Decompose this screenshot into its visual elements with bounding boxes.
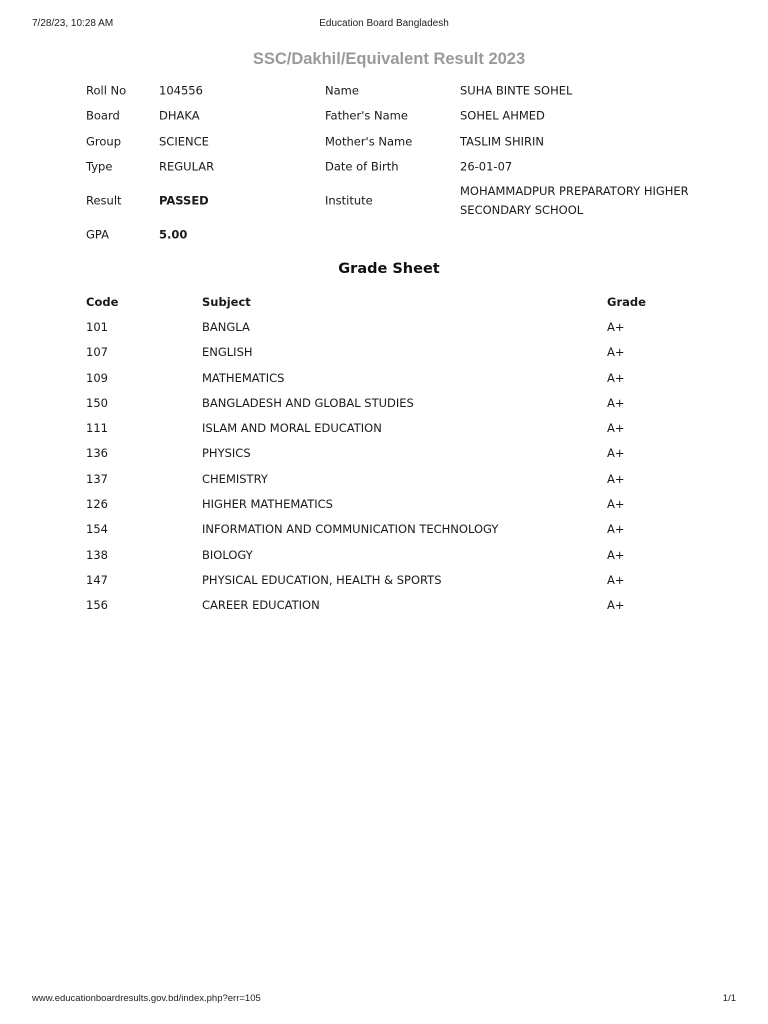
result-label: Result: [86, 193, 122, 208]
subject-name: PHYSICAL EDUCATION, HEALTH & SPORTS: [202, 572, 442, 587]
subject-code: 126: [86, 497, 108, 512]
subject-code: 156: [86, 598, 108, 613]
print-site-title: Education Board Bangladesh: [319, 18, 449, 29]
subject-name: ISLAM AND MORAL EDUCATION: [202, 421, 382, 436]
group-value: SCIENCE: [159, 134, 209, 149]
table-row: [86, 542, 706, 567]
subject-code: 154: [86, 522, 108, 537]
table-row: [86, 340, 706, 365]
student-info-table: [86, 78, 706, 248]
table-row: [86, 517, 706, 542]
roll-label: Roll No: [86, 83, 127, 98]
info-row-type: [86, 155, 706, 181]
subject-grade: A+: [607, 598, 625, 613]
subject-name: CAREER EDUCATION: [202, 598, 320, 613]
subject-code: 101: [86, 319, 108, 334]
table-row: [86, 593, 706, 618]
subject-code: 107: [86, 345, 108, 360]
roll-value: 104556: [159, 83, 203, 98]
subject-grade: A+: [607, 345, 625, 360]
institute-label: Institute: [325, 193, 373, 208]
subject-grade: A+: [607, 471, 625, 486]
subject-code: 138: [86, 547, 108, 562]
gpa-label: GPA: [86, 227, 109, 242]
subject-name: CHEMISTRY: [202, 471, 268, 486]
type-value: REGULAR: [159, 159, 215, 174]
mother-name-label: Mother's Name: [325, 134, 413, 149]
board-value: DHAKA: [159, 108, 200, 123]
mother-name-value: TASLIM SHIRIN: [460, 134, 544, 149]
subject-name: INFORMATION AND COMMUNICATION TECHNOLOGY: [202, 522, 499, 537]
subject-code: 137: [86, 471, 108, 486]
subject-grade: A+: [607, 497, 625, 512]
subject-code: 109: [86, 370, 108, 385]
print-page-number: 1/1: [722, 993, 736, 1004]
subject-header: Subject: [202, 294, 251, 309]
grade-header: Grade: [607, 294, 646, 309]
subject-grade: A+: [607, 421, 625, 436]
subject-name: PHYSICS: [202, 446, 251, 461]
group-label: Group: [86, 134, 122, 149]
grade-sheet-table: [86, 289, 706, 618]
table-row: [86, 415, 706, 440]
table-row: [86, 390, 706, 415]
grade-sheet-title: Grade Sheet: [338, 261, 440, 277]
board-label: Board: [86, 108, 120, 123]
dob-value: 26-01-07: [460, 159, 513, 174]
name-value: SUHA BINTE SOHEL: [460, 83, 573, 98]
print-datetime: 7/28/23, 10:28 AM: [32, 18, 114, 29]
subject-grade: A+: [607, 395, 625, 410]
subject-code: 150: [86, 395, 108, 410]
info-row-gpa: [86, 222, 706, 248]
code-header: Code: [86, 294, 119, 309]
subject-code: 111: [86, 421, 108, 436]
table-row: [86, 314, 706, 339]
table-row: [86, 491, 706, 516]
institute-value: MOHAMMADPUR PREPARATORY HIGHER SECONDARY SCHOOL: [460, 184, 689, 217]
subject-grade: A+: [607, 446, 625, 461]
subject-name: MATHEMATICS: [202, 370, 285, 385]
subject-grade: A+: [607, 547, 625, 562]
grade-table-header: [86, 289, 706, 314]
page-title: SSC/Dakhil/Equivalent Result 2023: [252, 50, 526, 68]
info-row-board: [86, 104, 706, 130]
subject-grade: A+: [607, 319, 625, 334]
result-value: PASSED: [159, 193, 209, 208]
subject-name: BANGLADESH AND GLOBAL STUDIES: [202, 395, 414, 410]
table-row: [86, 365, 706, 390]
type-label: Type: [86, 159, 113, 174]
father-name-value: SOHEL AHMED: [460, 108, 545, 123]
table-row: [86, 441, 706, 466]
name-label: Name: [325, 83, 359, 98]
gpa-value: 5.00: [159, 227, 188, 242]
subject-name: ENGLISH: [202, 345, 253, 360]
father-name-label: Father's Name: [325, 108, 408, 123]
info-row-result: [86, 180, 706, 222]
subject-grade: A+: [607, 522, 625, 537]
dob-label: Date of Birth: [325, 159, 399, 174]
subject-code: 147: [86, 572, 108, 587]
subject-code: 136: [86, 446, 108, 461]
info-row-group: [86, 129, 706, 155]
print-url: www.educationboardresults.gov.bd/index.php?err=105: [32, 993, 261, 1004]
table-row: [86, 466, 706, 491]
subject-name: BANGLA: [202, 319, 250, 334]
subject-name: HIGHER MATHEMATICS: [202, 497, 333, 512]
subject-grade: A+: [607, 572, 625, 587]
subject-grade: A+: [607, 370, 625, 385]
table-row: [86, 567, 706, 592]
info-row-roll: [86, 78, 706, 104]
subject-name: BIOLOGY: [202, 547, 253, 562]
